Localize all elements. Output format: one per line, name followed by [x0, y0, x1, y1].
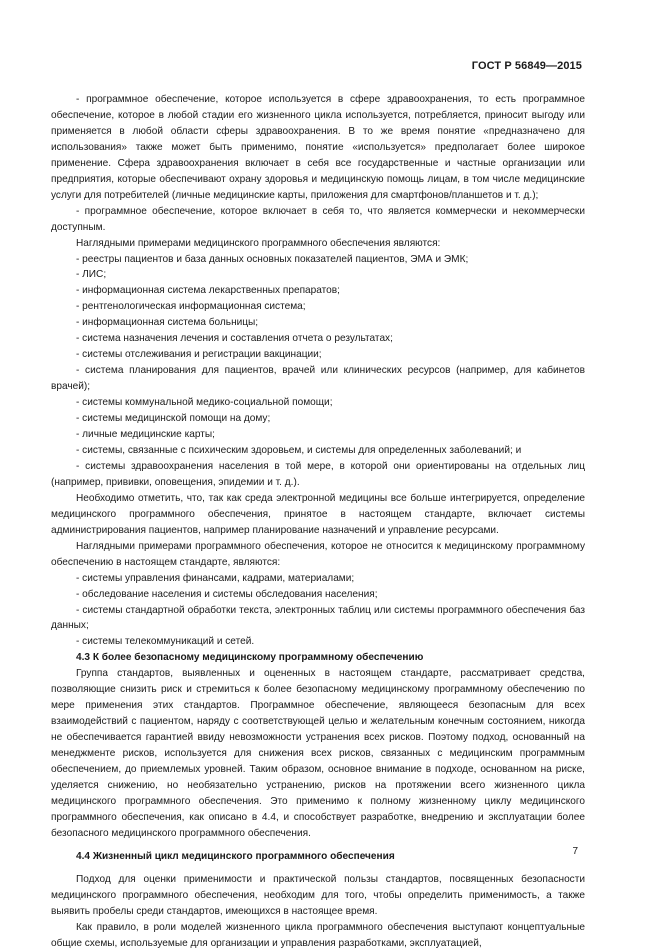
list-item: - система назначения лечения и составления отчета о результатах;: [76, 333, 393, 345]
list-item: - система планирования для пациентов, врачей или клинических ресурсов (например, для кабинетов врачей);: [51, 365, 585, 393]
list-item: - реестры пациентов и база данных основных показателей пациентов, ЭМА и ЭМК;: [76, 253, 469, 265]
list-item: - обследование населения и системы обследования населения;: [76, 588, 378, 600]
list-item: - ЛИС;: [76, 269, 107, 281]
paragraph: Необходимо отметить, что, так как среда электронной медицины все больше интегрируется, определение медицинского программного обеспечения, принятое в настоящем стандарте, включает системы администрирования пациентов, например планирование назначений и управление ресурсами.: [51, 492, 585, 536]
list-item: - информационная система лекарственных препаратов;: [76, 285, 340, 297]
page-body: [51, 92, 585, 952]
list-item: - информационная система больницы;: [76, 317, 259, 329]
list-item: - системы отслеживания и регистрации вакцинации;: [76, 349, 322, 361]
list-item: - системы здравоохранения населения в той мере, в которой они ориентированы на отдельных лиц (например, прививки, оповещения, эпидемии и т. д.).: [51, 460, 585, 488]
list-item: - системы управления финансами, кадрами, материалами;: [76, 572, 355, 584]
list-item: - системы стандартной обработки текста, электронных таблиц или системы программного обеспечения баз данных;: [51, 604, 585, 632]
list-item: - системы телекоммуникаций и сетей.: [76, 636, 255, 648]
page-number: 7: [572, 846, 578, 857]
paragraph: - программное обеспечение, которое включает в себя то, что является коммерчески и некоммерчески доступным.: [51, 205, 585, 233]
section-4-4-paragraph-1: Подход для оценки применимости и практической пользы стандартов, посвященных безопасности медицинского программного обеспечения, необходим для того, чтобы определить применимость, а также выявить пробелы среди стандартов, имеющихся в настоящее время.: [51, 873, 585, 917]
section-4-3-text: Группа стандартов, выявленных и оцененных в настоящем стандарте, рассматривает средства, позволяющие снизить риск и стремиться к более безопасному медицинскому программному обеспечению по мере применения этих стандартов. Программное обеспечение, являющееся безопасным для всех взаимодействий с пациентом, наряду с соответствующей целью и желательным конечным состоянием, никогда не обеспечивается гарантией ввиду невозможности устранения всех рисков. Поэтому подход, основанный на менеджменте рисков, используется для снижения всех рисков, связанных с медицинским программным обеспечением, до приемлемых уровней. Таким образом, основное внимание в подходе, основанном на риске, уделяется снижению, но необязательно устранению, рисков на протяжении всего жизненного цикла медицинского программного обеспечения. Это применимо к полному жизненному циклу медицинского программного обеспечения, как описано в 4.4, и способствует разработке, внедрению и эксплуатации более безопасного медицинского программного обеспечения.: [51, 668, 585, 839]
section-heading-4-4: 4.4 Жизненный цикл медицинского программного обеспечения: [76, 850, 395, 862]
paragraph: - программное обеспечение, которое используется в сфере здравоохранения, то есть программное обеспечение, которое в любой стадии его жизненного цикла используется, потребляется, приносит выгоду или применяется в любой области сферы здравоохранения. В то же время понятие «предназначено для использования» также может быть применимо, понятие «используется» предполагает более широкое применение. Сфера здравоохранения включает в себя все государственные и частные организации или предприятия, которые обеспечивают охрану здоровья и медицинскую помощь лицам, в том числе медицинские услуги для потребителей (личные медицинские карты, приложения для смартфонов/планшетов и т. д.);: [51, 94, 585, 201]
paragraph: Наглядными примерами медицинского программного обеспечения являются:: [76, 237, 441, 249]
list-item: - системы, связанные с психическим здоровьем, и системы для определенных заболеваний; и: [76, 444, 522, 456]
section-4-4-paragraph-2: Как правило, в роли моделей жизненного цикла программного обеспечения выступают концептуальные общие схемы, используемые для организации и управления разработками, эксплуатацией,: [51, 921, 585, 949]
list-item: - личные медицинские карты;: [76, 429, 215, 441]
list-item: - системы коммунальной медико-социальной помощи;: [76, 397, 333, 409]
section-heading-4-3: 4.3 К более безопасному медицинскому программному обеспечению: [76, 652, 424, 664]
list-item: - рентгенологическая информационная система;: [76, 301, 306, 313]
list-item: - системы медицинской помощи на дому;: [76, 413, 271, 425]
paragraph: Наглядными примерами программного обеспечения, которое не относится к медицинскому программному обеспечению в настоящем стандарте, являются:: [51, 540, 585, 568]
document-id: ГОСТ Р 56849—2015: [471, 60, 582, 72]
